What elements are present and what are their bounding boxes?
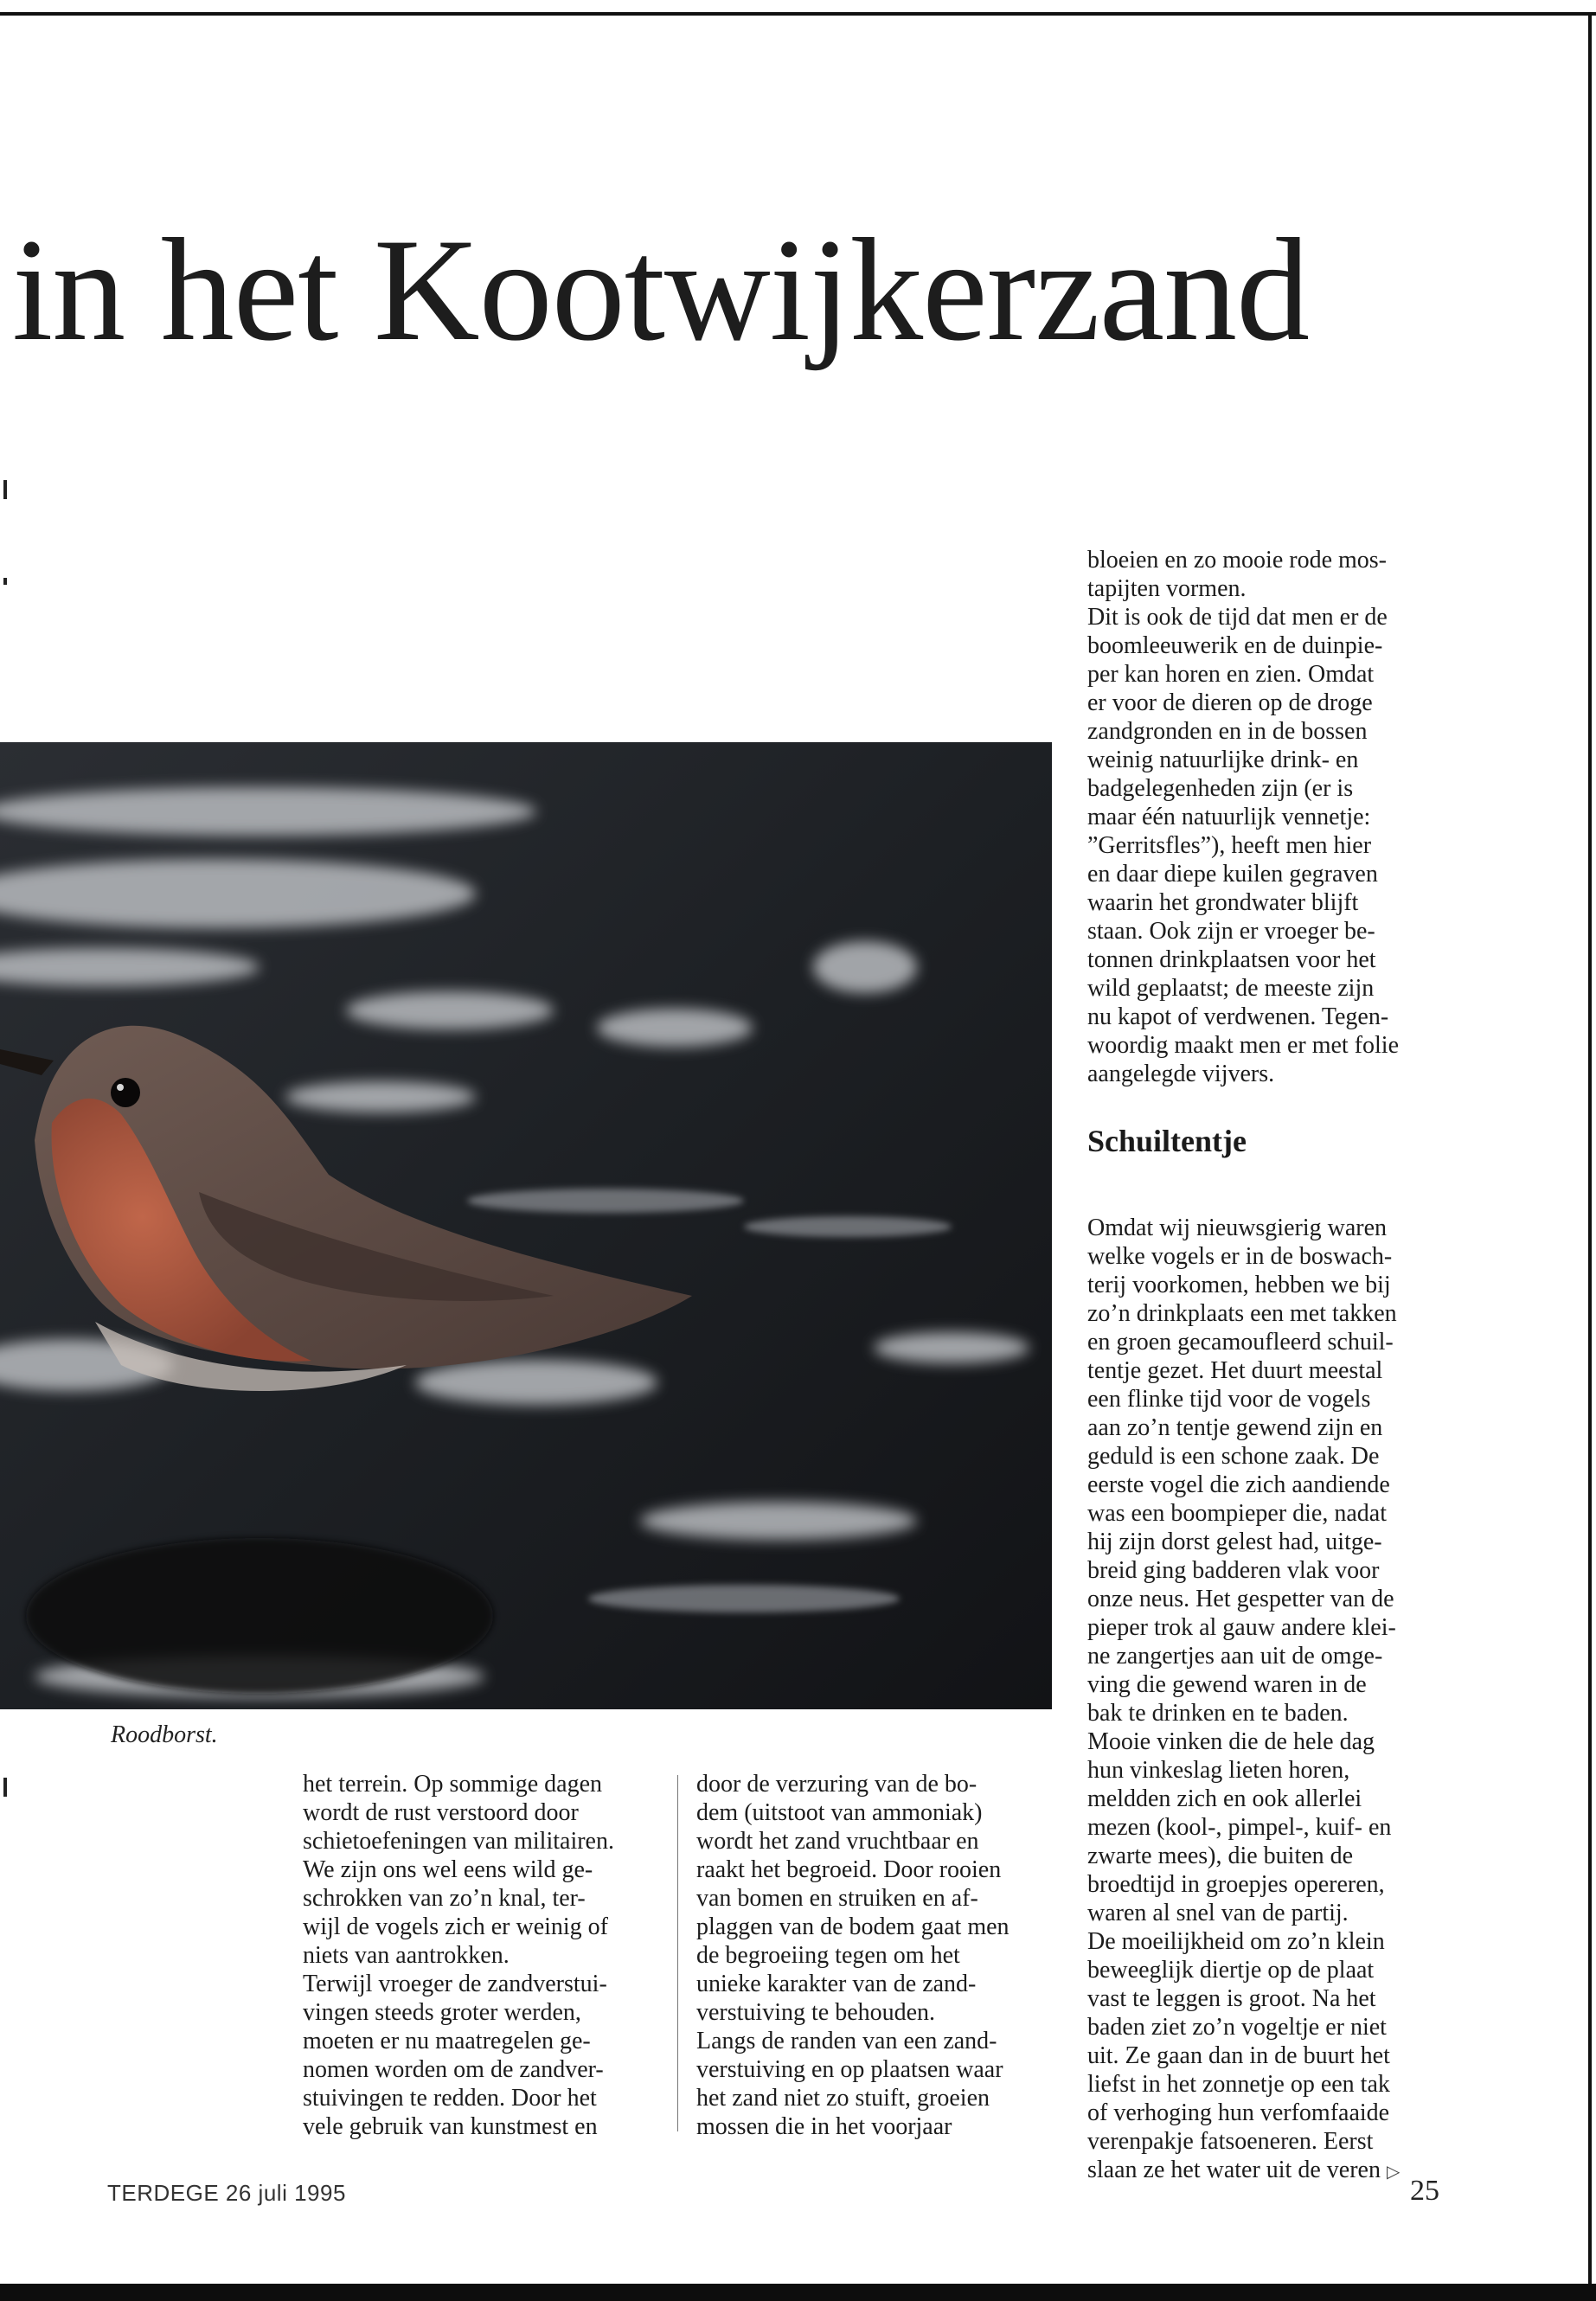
text-line: unieke karakter van de zand- xyxy=(696,1971,977,1997)
text-line: verenpakje fatsoeneren. Eerst xyxy=(1087,2128,1374,2155)
text-line: weinig natuurlijke drink- en xyxy=(1087,747,1359,773)
text-line: eerste vogel die zich aandiende xyxy=(1087,1471,1390,1498)
text-line: nomen worden om de zandver- xyxy=(303,2056,604,2083)
text-line: aangelegde vijvers. xyxy=(1087,1061,1275,1087)
text-line: beweeglijk diertje op de plaat xyxy=(1087,1957,1375,1984)
text-line: boomleeuwerik en de duinpie- xyxy=(1087,632,1383,659)
section-subheading: Schuiltentje xyxy=(1087,1124,1247,1158)
text-line: tapijten vormen. xyxy=(1087,575,1247,602)
text-line: waarin het grondwater blijft xyxy=(1087,889,1359,916)
page-number: 25 xyxy=(1410,2175,1439,2207)
text-line: wordt het zand vruchtbaar en xyxy=(696,1828,979,1855)
text-line: en groen gecamoufleerd schuil- xyxy=(1087,1329,1394,1356)
text-line: raakt het begroeid. Door rooien xyxy=(696,1856,1002,1883)
continue-arrow-icon: ▷ xyxy=(1386,2161,1401,2182)
text-line: staan. Ook zijn er vroeger be- xyxy=(1087,918,1375,945)
text-line: nu kapot of verdwenen. Tegen- xyxy=(1087,1003,1389,1030)
text-line: moeten er nu maatregelen ge- xyxy=(303,2028,591,2054)
text-line: wordt de rust verstoord door xyxy=(303,1799,579,1826)
text-line: onze neus. Het gespetter van de xyxy=(1087,1586,1394,1612)
text-line: zo’n drinkplaats een met takken xyxy=(1087,1300,1397,1327)
text-line: Omdat wij nieuwsgierig waren xyxy=(1087,1215,1388,1241)
text-line: schietoefeningen van militairen. xyxy=(303,1828,614,1855)
text-line: bloeien en zo mooie rode mos- xyxy=(1087,547,1388,574)
text-line: liefst in het zonnetje op een tak xyxy=(1087,2071,1390,2098)
margin-mark xyxy=(3,480,7,499)
text-line: badgelegenheden zijn (er is xyxy=(1087,775,1354,802)
text-line: breid ging badderen vlak voor xyxy=(1087,1557,1380,1584)
text-line: per kan horen en zien. Omdat xyxy=(1087,661,1375,688)
body-column-right-top xyxy=(1087,546,1451,1088)
text-line: van bomen en struiken en af- xyxy=(696,1885,978,1912)
text-line: ne zangertjes aan uit de omge- xyxy=(1087,1643,1383,1670)
robin-photo xyxy=(0,742,1052,1709)
text-line: het terrein. Op sommige dagen xyxy=(303,1771,603,1798)
body-column-left xyxy=(303,1770,666,2141)
text-line: ”Gerritsfles”), heeft men hier xyxy=(1087,832,1372,859)
text-line: door de verzuring van de bo- xyxy=(696,1771,977,1798)
text-line: slaan ze het water uit de veren xyxy=(1087,2157,1381,2183)
text-line: schrokken van zo’n knal, ter- xyxy=(303,1885,586,1912)
text-line: wild geplaatst; de meeste zijn xyxy=(1087,975,1375,1002)
text-line: hij zijn dorst gelest had, uitge- xyxy=(1087,1529,1382,1555)
body-column-right-bottom xyxy=(1087,1214,1451,2186)
text-line: de begroeiing tegen om het xyxy=(696,1942,960,1969)
text-line: Dit is ook de tijd dat men er de xyxy=(1087,604,1388,631)
margin-mark xyxy=(3,1778,7,1797)
text-line: woordig maakt men er met folie xyxy=(1087,1032,1399,1059)
text-line: stuivingen te redden. Door het xyxy=(303,2085,597,2112)
text-line: meldden zich en ook allerlei xyxy=(1087,1785,1362,1812)
text-line: terij voorkomen, hebben we bij xyxy=(1087,1272,1391,1298)
text-line: wijl de vogels zich er weinig of xyxy=(303,1913,609,1940)
text-line-last xyxy=(1087,2156,1451,2186)
text-line: zwarte mees), die buiten de xyxy=(1087,1843,1354,1869)
margin-mark xyxy=(3,578,7,585)
text-line: welke vogels er in de boswach- xyxy=(1087,1243,1393,1270)
text-line: hun vinkeslag lieten horen, xyxy=(1087,1757,1350,1784)
text-line: er voor de dieren op de droge xyxy=(1087,689,1373,716)
text-line: dem (uitstoot van ammoniak) xyxy=(696,1799,983,1826)
text-line: We zijn ons wel eens wild ge- xyxy=(303,1856,593,1883)
text-line: verstuiving en op plaatsen waar xyxy=(696,2056,1003,2083)
right-border-rule xyxy=(1588,12,1592,2291)
text-line: het zand niet zo stuift, groeien xyxy=(696,2085,990,2112)
text-line: Langs de randen van een zand- xyxy=(696,2028,997,2054)
text-line: broedtijd in groepjes opereren, xyxy=(1087,1871,1385,1898)
text-line: Mooie vinken die de hele dag xyxy=(1087,1728,1375,1755)
text-line: vingen steeds groter werden, xyxy=(303,1999,581,2026)
top-border-rule xyxy=(0,12,1596,16)
text-line: mossen die in het voorjaar xyxy=(696,2113,952,2140)
text-line: vele gebruik van kunstmest en xyxy=(303,2113,598,2140)
text-line: of verhoging hun verfomfaaide xyxy=(1087,2099,1390,2126)
text-line: maar één natuurlijk vennetje: xyxy=(1087,804,1371,830)
text-line: tentje gezet. Het duurt meestal xyxy=(1087,1357,1383,1384)
text-line: bak te drinken en te baden. xyxy=(1087,1700,1349,1727)
publication-footer: TERDEGE 26 juli 1995 xyxy=(107,2180,346,2206)
text-line: vast te leggen is groot. Na het xyxy=(1087,1985,1376,2012)
text-line: en daar diepe kuilen gegraven xyxy=(1087,861,1378,888)
text-line: pieper trok al gauw andere klei- xyxy=(1087,1614,1396,1641)
text-line: Terwijl vroeger de zandverstui- xyxy=(303,1971,607,1997)
text-line: baden ziet zo’n vogeltje er niet xyxy=(1087,2014,1387,2041)
text-line: was een boompieper die, nadat xyxy=(1087,1500,1387,1527)
text-line: ving die gewend waren in de xyxy=(1087,1671,1367,1698)
article-headline: in het Kootwijkerzand xyxy=(12,208,1310,371)
text-line: zandgronden en in de bossen xyxy=(1087,718,1368,745)
text-line: mezen (kool-, pimpel-, kuif- en xyxy=(1087,1814,1392,1841)
text-line: plaggen van de bodem gaat men xyxy=(696,1913,1010,1940)
text-line: verstuiving te behouden. xyxy=(696,1999,936,2026)
text-line: niets van aantrokken. xyxy=(303,1942,510,1969)
column-divider xyxy=(677,1775,678,2131)
bottom-border-rule xyxy=(0,2284,1596,2301)
text-line: geduld is een schone zaak. De xyxy=(1087,1443,1380,1470)
text-line: uit. Ze gaan dan in de buurt het xyxy=(1087,2042,1390,2069)
text-line: aan zo’n tentje gewend zijn en xyxy=(1087,1414,1383,1441)
text-line: De moeilijkheid om zo’n klein xyxy=(1087,1928,1385,1955)
photo-caption: Roodborst. xyxy=(111,1721,218,1748)
body-column-middle xyxy=(696,1770,1060,2141)
text-line: een flinke tijd voor de vogels xyxy=(1087,1386,1371,1413)
text-line: waren al snel van de partij. xyxy=(1087,1900,1349,1926)
text-line: tonnen drinkplaatsen voor het xyxy=(1087,946,1376,973)
